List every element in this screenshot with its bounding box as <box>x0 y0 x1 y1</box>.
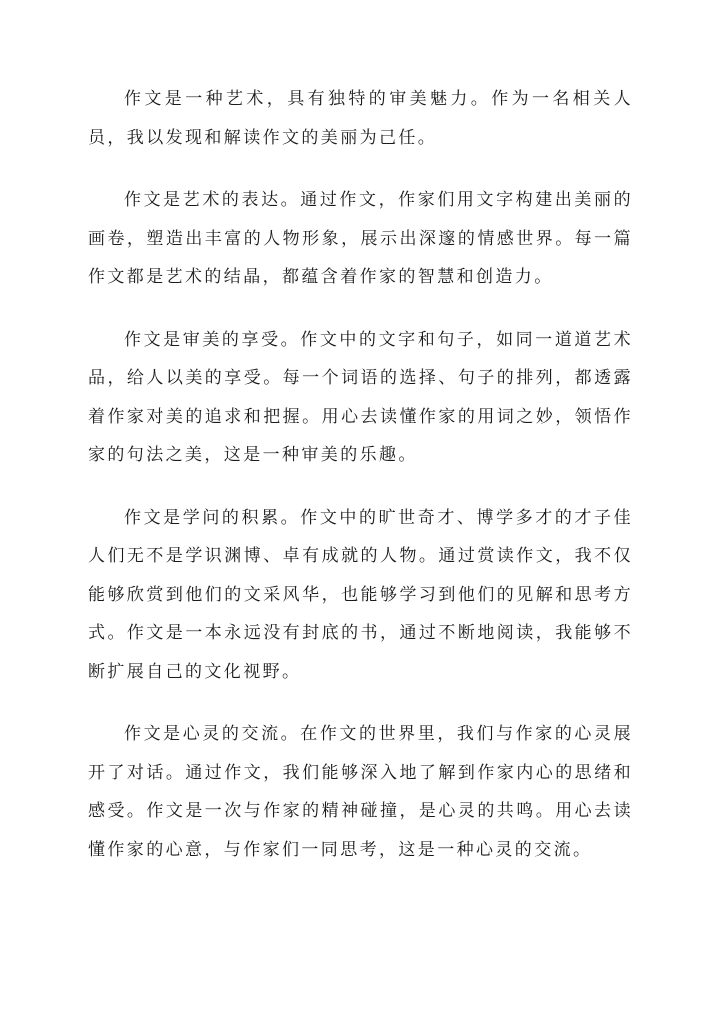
paragraph-3: 作文是审美的享受。作文中的文字和句子，如同一道道艺术品，给人以美的享受。每一个词语的选择、句子的排列，都透露着作家对美的追求和把握。用心去读懂作家的用词之妙，领悟作家的句法之美，这是一种审美的乐趣。 <box>88 329 633 465</box>
paragraph-4: 作文是学问的积累。作文中的旷世奇才、博学多才的才子佳人们无不是学识渊博、卓有成就的人物。通过赏读作文，我不仅能够欣赏到他们的文采风华，也能够学习到他们的见解和思考方式。作文是一本永远没有封底的书，通过不断地阅读，我能够不断扩展自己的文化视野。 <box>88 507 633 682</box>
document-body <box>88 80 633 869</box>
paragraph-5: 作文是心灵的交流。在作文的世界里，我们与作家的心灵展开了对话。通过作文，我们能够深入地了解到作家内心的思绪和感受。作文是一次与作家的精神碰撞，是心灵的共鸣。用心去读懂作家的心意，与作家们一同思考，这是一种心灵的交流。 <box>88 724 633 860</box>
paragraph-2: 作文是艺术的表达。通过作文，作家们用文字构建出美丽的画卷，塑造出丰富的人物形象，展示出深邃的情感世界。每一篇作文都是艺术的结晶，都蕴含着作家的智慧和创造力。 <box>88 190 633 287</box>
paragraph-1: 作文是一种艺术，具有独特的审美魅力。作为一名相关人员，我以发现和解读作文的美丽为己任。 <box>88 89 633 148</box>
